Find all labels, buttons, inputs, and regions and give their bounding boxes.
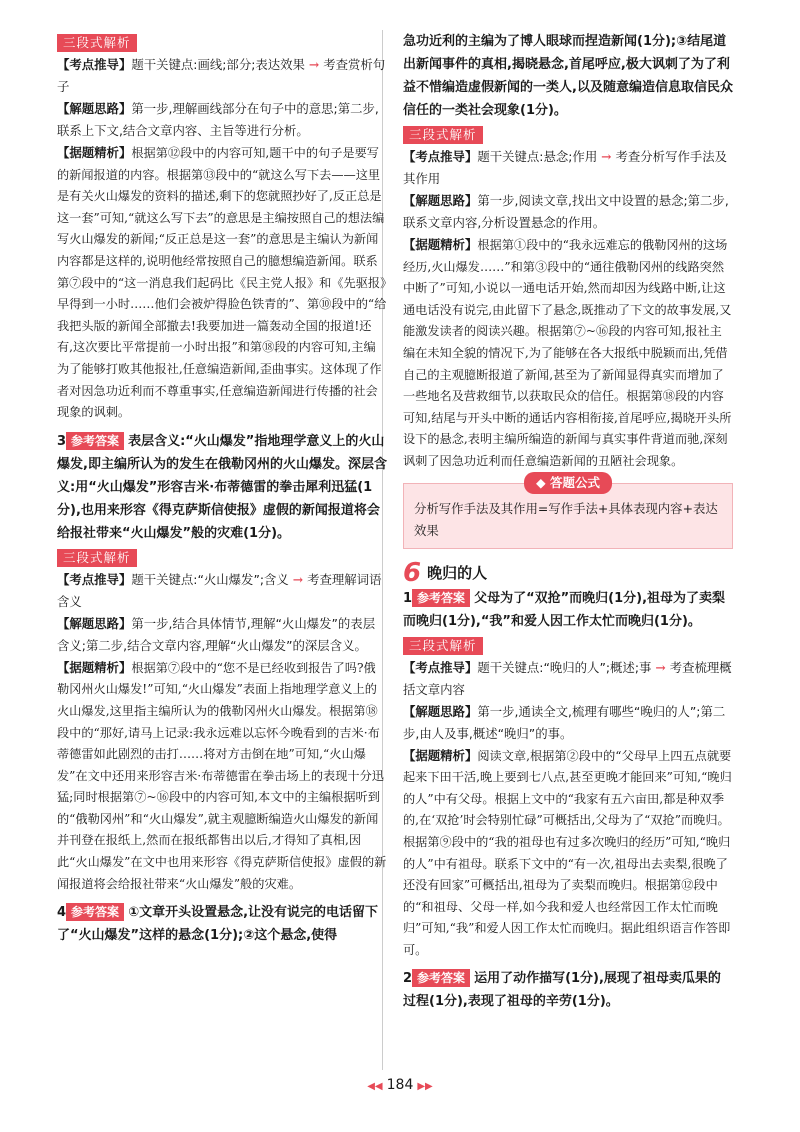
answer-tag: 参考答案 bbox=[66, 432, 124, 450]
silu-label: 【解题思路】 bbox=[57, 615, 132, 631]
jingxi-text: 根据第⑦段中的“您不是已经收到报告了吗?俄勒冈州火山爆发!”可知,“火山爆发”表面上指地理学意义上的火山爆发,这里指主编所认为的俄勒冈州火山爆发。根据第⑱段中的“那好,请马上记录:我永远难以忘怀今晚看到的吉米·布蒂德雷如此剧烈的击打……将对方击倒在地”可知,“火山爆发”在文中还用来形容吉米·布蒂德雷在拳击场上的表现十分迅猛;同时根据第⑦~⑯段中的内容可知,本文中的主编根据听到的“俄勒冈州”和“火山爆发”,就主观臆断编造火山爆发的新闻并刊登在报纸上,然而在报纸都售出以后,才得知了真相,因此“火山爆发”在文中也用来形容《得克萨斯信使报》虚假的新闻报道将会给报社带来“火山爆发”般的灾难。 bbox=[57, 660, 387, 891]
answer-text: ①文章开头设置悬念,让没有说完的电话留下了“火山爆发”这样的悬念(1分);②这个悬念,使得 bbox=[57, 905, 379, 944]
kaodian-label: 【考点推导】 bbox=[57, 571, 132, 587]
silu-text: 第一步,结合具体情节,理解“火山爆发”的表层含义;第二步,结合文章内容,理解“火山爆发”的深层含义。 bbox=[57, 615, 376, 653]
jingxi-text: 根据第①段中的“我永远难忘的俄勒冈州的这场经历,火山爆发……”和第③段中的“通往俄勒冈州的线路突然中断了”可知,小说以一通电话开始,然而却因为线路中断,让这通电话没有说完,由此留下了悬念,既推动了下文的故事发展,又能激发读者的阅读兴趣。根据第⑦~⑯段的内容可知,报社主编在未知全貌的情况下,为了能够在各大报纸中脱颖而出,凭借自己的主观臆断报道了新闻,甚至为了新闻显得真实而增加了一些地名及营救细节,以获取民众的信任。根据第⑱段的内容可知,结尾与开头中断的通话内容相衔接,首尾呼应,揭晓开头所设下的悬念,表明主编所编造的新闻与真实事件背道而驰,深刻讽刺了因急功近利而任意编造新闻的丑陋社会现象。 bbox=[403, 238, 732, 468]
kaodian-row bbox=[57, 54, 387, 98]
arrow-icon: → bbox=[308, 57, 320, 72]
arrow-icon: → bbox=[655, 659, 666, 675]
jingxi-text: 根据第⑫段中的内容可知,题干中的句子是要写的新闻报道的内容。根据第⑬段中的“就这么写下去——这里是有关火山爆发的资料的描述,剩下的您就照抄好了,反正总是这一套”可知,“就这么写下去”的意思是主编按照自己的想法编写火山爆发的新闻;“反正总是这一套”的意思是主编认为新闻内容都是这样的,说明他经常按照自己的臆想编造新闻。联系第⑦段中的“这一消息我们起码比《民主党人报》和《先驱报》早得到一小时……他们会被炉得脸色铁青的”、第⑩段中的“给我把头版的新闻全部撤去!我要加进一篇轰动全国的报道!还有,这次要比平常提前一小时出报”和第⑱段的内容可知,主编为了能够打败其他报社,任意编造新闻,歪曲事实。这体现了作者对因急功近利而不尊重事实,任意编造新闻进行传播的社会现象的讽刺。 bbox=[57, 146, 387, 420]
jingxi-row bbox=[403, 234, 733, 473]
jingxi-row bbox=[57, 657, 387, 896]
kaodian-text: 题干关键点:悬念;作用 bbox=[477, 149, 598, 164]
silu-text: 第一步,通读全文,梳理有哪些“晚归的人”;第二步,由人及事,概述“晚归”的事。 bbox=[403, 703, 726, 741]
answer-3 bbox=[57, 430, 387, 545]
answer-tag: 参考答案 bbox=[412, 589, 470, 607]
page-number-text: 184 bbox=[386, 1077, 414, 1093]
formula-text: 分析写作手法及其作用=写作手法+具体表现内容+表达效果 bbox=[414, 500, 718, 538]
answer-4 bbox=[57, 901, 387, 947]
answer-text: 表层含义:“火山爆发”指地理学意义上的火山爆发,即主编所认为的发生在俄勒冈州的火山爆发。深层含义:用“火山爆发”形容吉米·布蒂德雷的拳击犀利迅猛(1分),也用来形容《得克萨斯信使报》虚假的新闻报道将会给报社带来“火山爆发”般的灾难(1分)。 bbox=[57, 433, 387, 541]
silu-label: 【解题思路】 bbox=[403, 193, 478, 208]
lesson-number: 6 bbox=[403, 557, 422, 588]
jingxi-label: 【据题精析】 bbox=[403, 237, 478, 252]
lesson-title: 晚归的人 bbox=[427, 563, 488, 582]
kaodian-text: 题干关键点:“火山爆发”;含义 bbox=[131, 571, 289, 587]
jingxi-row bbox=[403, 745, 733, 962]
left-column bbox=[57, 30, 387, 947]
jingxi-label: 【据题精析】 bbox=[403, 747, 478, 763]
answer-2 bbox=[403, 967, 733, 1013]
kaodian-label: 【考点推导】 bbox=[403, 149, 478, 164]
jingxi-label: 【据题精析】 bbox=[57, 659, 132, 675]
arrow-icon: → bbox=[601, 149, 612, 164]
right-column bbox=[403, 30, 733, 1013]
arrow-icon: → bbox=[292, 571, 304, 587]
answer-tag: 参考答案 bbox=[66, 903, 124, 921]
formula-box bbox=[403, 474, 733, 549]
kaodian-result: 考查梳理概括文章内容 bbox=[403, 659, 732, 697]
kaodian-row bbox=[403, 146, 733, 190]
analysis-tag: 三段式解析 bbox=[403, 637, 483, 655]
page-number bbox=[0, 1077, 800, 1093]
answer-text: 运用了动作描写(1分),展现了祖母卖瓜果的过程(1分),表现了祖母的辛劳(1分)。 bbox=[403, 971, 721, 1010]
question-number: 1 bbox=[403, 590, 413, 606]
silu-text: 第一步,理解画线部分在句子中的意思;第二步,联系上下文,结合文章内容、主旨等进行分析。 bbox=[57, 101, 379, 138]
silu-text: 第一步,阅读文章,找出文中设置的悬念;第二步,联系文章内容,分析设置悬念的作用。 bbox=[403, 193, 729, 230]
silu-label: 【解题思路】 bbox=[57, 101, 132, 116]
analysis-tag: 三段式解析 bbox=[403, 126, 483, 144]
kaodian-label: 【考点推导】 bbox=[403, 659, 478, 675]
silu-row bbox=[57, 613, 387, 657]
silu-row bbox=[403, 701, 733, 745]
answer-text: 父母为了“双抢”而晚归(1分),祖母为了卖梨而晚归(1分),“我”和爱人因工作太忙而晚归(1分)。 bbox=[403, 590, 726, 629]
kaodian-result: 考查理解词语含义 bbox=[57, 571, 382, 609]
triangle-right-icon: ▶▶ bbox=[417, 1081, 433, 1092]
kaodian-row bbox=[403, 657, 733, 701]
kaodian-result: 考查赏析句子 bbox=[57, 57, 386, 94]
question-number: 4 bbox=[57, 905, 67, 921]
answer-1 bbox=[403, 587, 733, 633]
analysis-tag: 三段式解析 bbox=[57, 549, 137, 567]
kaodian-text: 题干关键点:画线;部分;表达效果 bbox=[131, 57, 305, 72]
jingxi-row bbox=[57, 142, 387, 424]
triangle-left-icon: ◀◀ bbox=[367, 1081, 383, 1092]
lesson-heading bbox=[403, 559, 733, 587]
silu-label: 【解题思路】 bbox=[403, 703, 478, 719]
question-number: 2 bbox=[403, 971, 413, 987]
question-number: 3 bbox=[57, 433, 67, 449]
formula-title: ◆ 答题公式 bbox=[524, 472, 612, 494]
jingxi-text: 阅读文章,根据第②段中的“父母早上四五点就要起来下田干活,晚上要到七八点,甚至更晚才能回来”可知,“晚归的人”中有父母。根据上文中的“我家有五六亩田,都是种双季的,在‘双抢’时会特别忙碌”可概括出,父母为了“双抢”而晚归。根据第⑨段中的“我的祖母也有过多次晚归的经历”可知,“晚归的人”中有祖母。联系下文中的“有一次,祖母出去卖梨,很晚了还没有回家”可概括出,祖母为了卖梨而晚归。根据第⑫段中的“和祖母、父母一样,如今我和爱人也经常因工作太忙而晚归”可知,“我”和爱人因工作太忙而晚归。据此组织语言作答即可。 bbox=[403, 748, 732, 957]
silu-row bbox=[403, 190, 733, 234]
analysis-tag: 三段式解析 bbox=[57, 34, 137, 52]
answer-tag: 参考答案 bbox=[412, 969, 470, 987]
jingxi-label: 【据题精析】 bbox=[57, 145, 132, 160]
kaodian-row bbox=[57, 569, 387, 613]
kaodian-label: 【考点推导】 bbox=[57, 57, 132, 72]
answer-4-continued: 急功近利的主编为了博人眼球而捏造新闻(1分);③结尾道出新闻事件的真相,揭晓悬念,首尾呼应,极大讽刺了为了利益不惜编造虚假新闻的一类人,以及随意编造信息取信民众信任的一类社会现象(1分)。 bbox=[403, 34, 733, 118]
kaodian-result: 考查分析写作手法及其作用 bbox=[403, 149, 728, 186]
kaodian-text: 题干关键点:“晚归的人”;概述;事 bbox=[477, 659, 652, 675]
silu-row bbox=[57, 98, 387, 142]
